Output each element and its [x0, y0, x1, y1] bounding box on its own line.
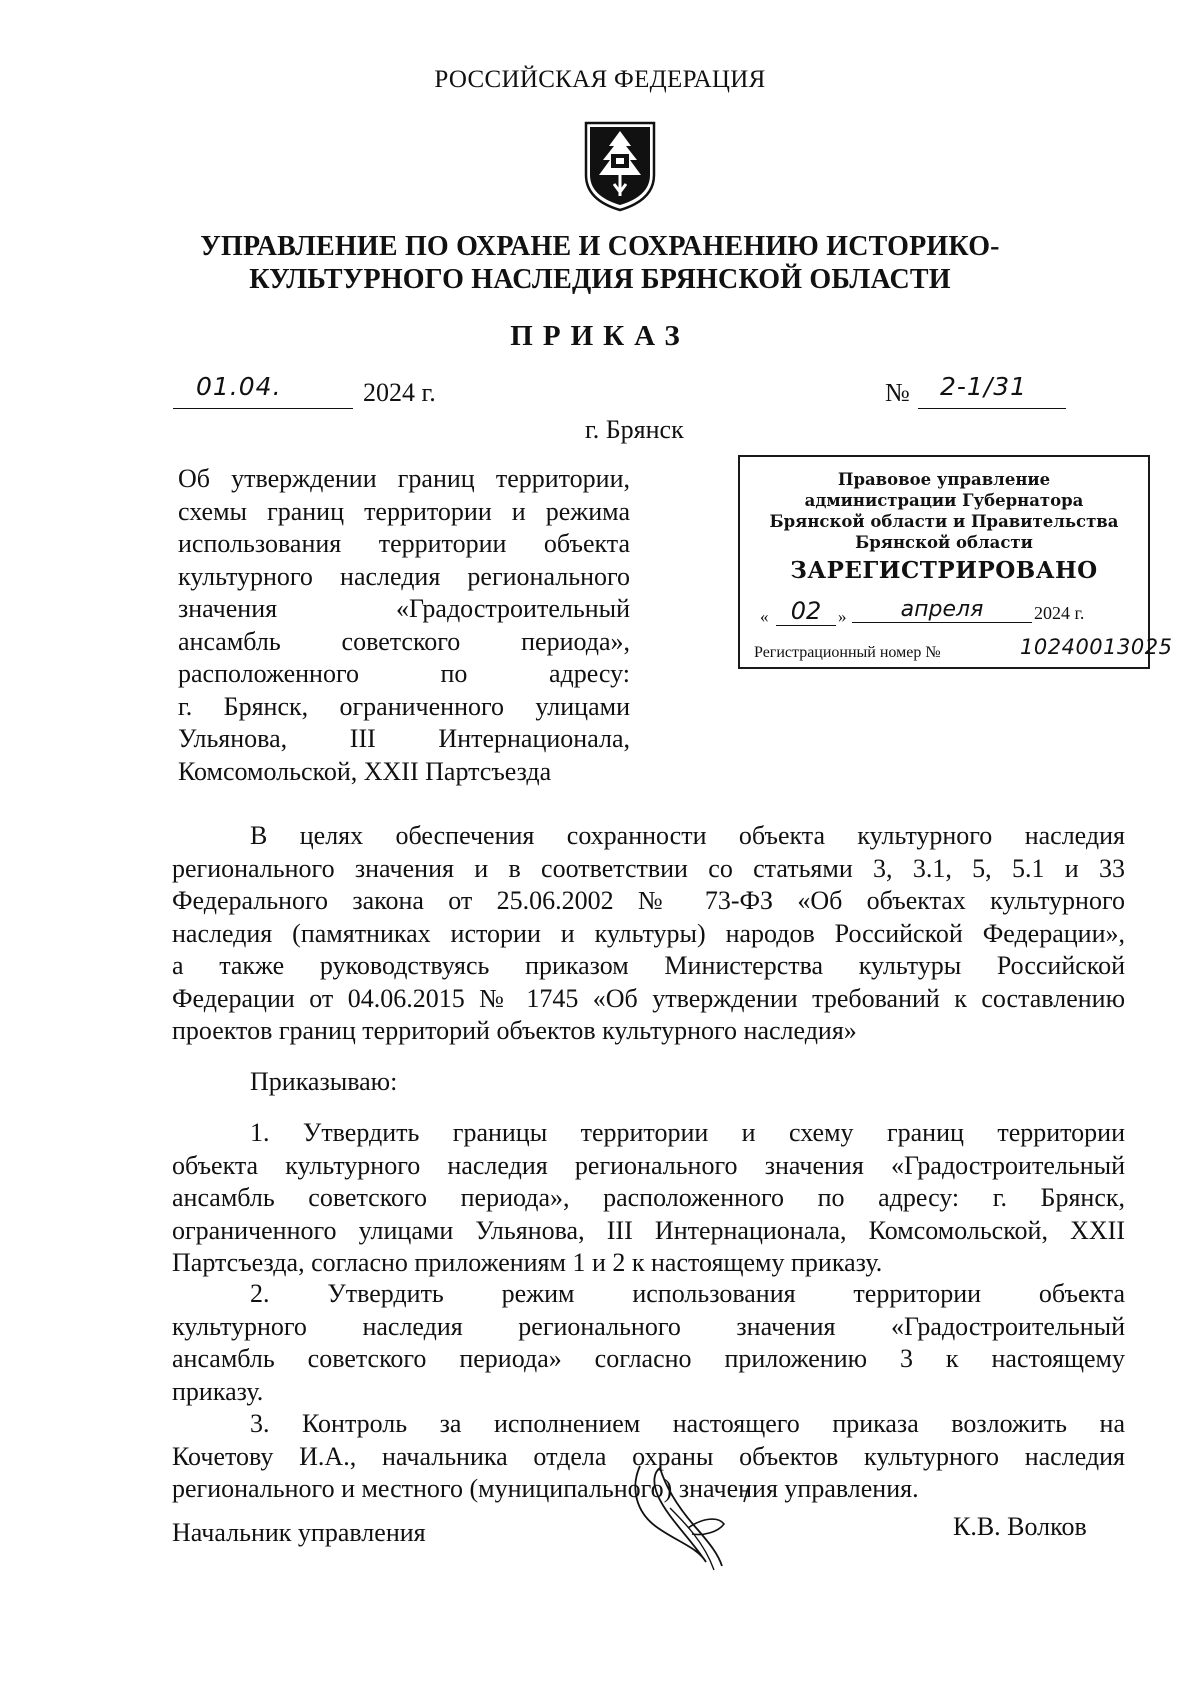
stamp-reg-label: Регистрационный номер № — [754, 644, 941, 661]
date-year: 2024 г. — [363, 378, 436, 407]
stamp-line: Брянской области и Правительства — [769, 512, 1119, 531]
subject-line: использования территории объекта — [178, 529, 630, 558]
stamp-line: администрации Губернатора — [804, 491, 1084, 510]
subject-line: Комсомольской, XXII Партсъезда — [178, 756, 552, 786]
subject-line: ансамбль советского периода», — [178, 626, 630, 656]
preamble-paragraph — [172, 820, 1125, 1048]
paragraph-line: проектов границ территорий объектов культурного наследия» — [172, 1016, 857, 1045]
paragraph-line: ансамбль советского периода», расположенного по адресу: г. Брянск, — [172, 1183, 1125, 1212]
stamp-reg-number: 10240013025 — [1020, 635, 1173, 659]
signatory-title: Начальник управления — [172, 1518, 426, 1547]
paragraph-line: Партсъезда, согласно приложениям 1 и 2 к настоящему приказу. — [172, 1248, 883, 1277]
city: г. Брянск — [585, 415, 684, 444]
paragraph-line: культурного наследия регионального значения «Градостроительный — [172, 1311, 1125, 1341]
subject-line: значения «Градостроительный — [178, 594, 630, 623]
paragraph-line: а также руководствуясь приказом Министерства культуры Российской — [172, 951, 1125, 980]
order-item-1 — [172, 1117, 1125, 1280]
paragraph-line: приказу. — [172, 1376, 264, 1406]
stamp-day: 02 — [776, 597, 836, 626]
stamp-quote-open: « — [760, 607, 769, 626]
stamp-year: 2024 г. — [1034, 603, 1085, 623]
stamp-date — [754, 597, 1134, 627]
stamp-line: Брянской области — [855, 533, 1033, 552]
paragraph-line: 3. Контроль за исполнением настоящего приказа возложить на — [250, 1409, 1125, 1438]
order-item-2 — [172, 1278, 1125, 1408]
registration-stamp — [738, 455, 1173, 669]
paragraph-line: регионального значения и в соответствии со статьями 3, 3.1, 5, 5.1 и 33 — [172, 853, 1125, 883]
stamp-registered: ЗАРЕГИСТРИРОВАНО — [790, 557, 1098, 584]
order-word: Приказываю: — [250, 1067, 398, 1096]
paragraph-line: ограниченного улицами Ульянова, III Интернационала, Комсомольской, XXII — [172, 1215, 1125, 1245]
number-sign: № — [885, 378, 910, 407]
paragraph-line: 2. Утвердить режим использования территории объекта — [250, 1279, 1125, 1308]
paragraph-line: Федерации от 04.06.2015 № 1745 «Об утверждении требований к составлению — [172, 983, 1125, 1013]
stamp-line: Правовое управление — [837, 470, 1051, 489]
paragraph-line: объекта культурного наследия регионального значения «Градостроительный — [172, 1150, 1125, 1180]
handwritten-number: 2-1/31 — [940, 372, 1028, 401]
subject-line: г. Брянск, ограниченного улицами — [178, 691, 630, 721]
paragraph-line: 1. Утвердить границы территории и схему границ территории — [250, 1118, 1125, 1147]
stamp-registration-number — [754, 635, 1173, 665]
handwritten-signature-icon — [618, 1458, 768, 1573]
document-type: ПРИКАЗ — [510, 320, 690, 352]
paragraph-line: ансамбль советского периода» согласно приложению 3 к настоящему — [172, 1344, 1125, 1373]
paragraph-line: Кочетову И.А., начальника отдела охраны объектов культурного наследия — [172, 1441, 1125, 1471]
stamp-authority — [740, 469, 1148, 553]
country-title: РОССИЙСКАЯ ФЕДЕРАЦИЯ — [434, 66, 766, 93]
paragraph-line: В целях обеспечения сохранности объекта культурного наследия — [250, 821, 1125, 850]
signatory-name: К.В. Волков — [953, 1512, 1087, 1541]
subject-line: культурного наследия регионального — [178, 561, 630, 591]
order-subject — [178, 463, 630, 788]
agency-name — [0, 230, 1200, 296]
bryansk-coat-of-arms-icon — [583, 120, 657, 212]
paragraph-line: регионального и местного (муниципального) значения управления. — [172, 1474, 919, 1503]
stamp-quote-close: » — [838, 607, 847, 626]
subject-line: Ульянова, III Интернационала, — [178, 724, 630, 753]
stamp-month: апреля — [852, 597, 1032, 623]
paragraph-line: Федерального закона от 25.06.2002 № 73-ФЗ «Об объектах культурного — [172, 886, 1125, 915]
subject-line: Об утверждении границ территории, — [178, 464, 630, 493]
agency-name-line: КУЛЬТУРНОГО НАСЛЕДИЯ БРЯНСКОЙ ОБЛАСТИ — [249, 264, 951, 295]
subject-line: схемы границ территории и режима — [178, 496, 630, 526]
handwritten-date: 01.04. — [196, 372, 282, 401]
agency-name-line: УПРАВЛЕНИЕ ПО ОХРАНЕ И СОХРАНЕНИЮ ИСТОРИКО- — [200, 231, 1000, 262]
subject-line: расположенного по адресу: — [178, 659, 630, 688]
paragraph-line: наследия (памятниках истории и культуры) народов Российской Федерации», — [172, 918, 1125, 948]
